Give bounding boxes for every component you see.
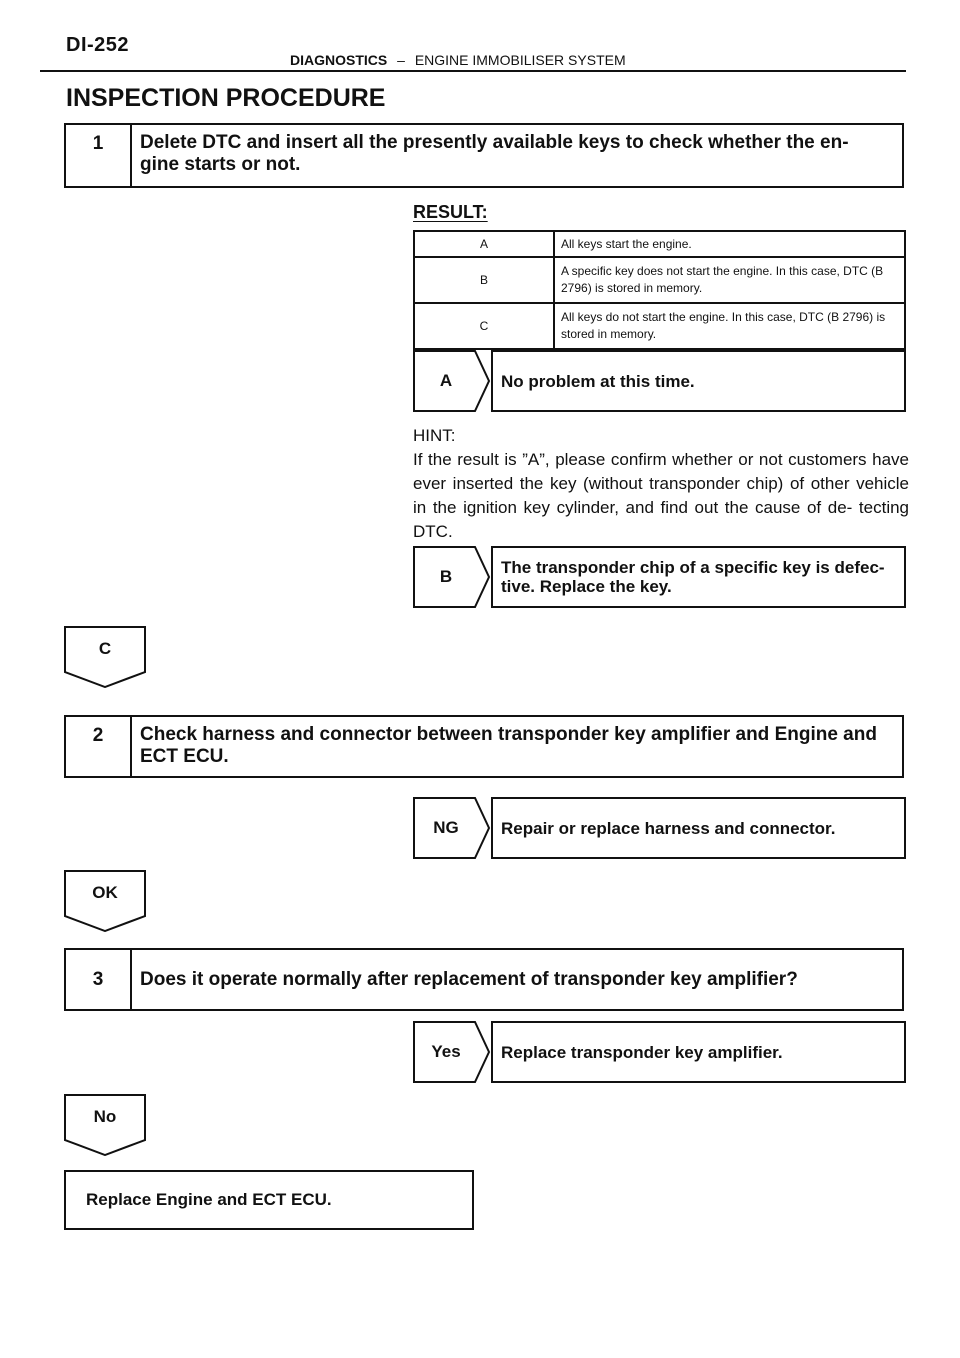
- step-text: Does it operate normally after replacement of transponder key amplifier?: [140, 968, 798, 990]
- hint-text: If the result is ”A”, please confirm whether or not customers have ever inserted the key (without transponder chip) of other vehicle in the ignition key cylinder, and find out the cause of de- tecting DTC.: [413, 450, 909, 541]
- result-key: B: [414, 257, 554, 303]
- hint-block: [413, 424, 909, 544]
- flow-tag-ok: [64, 870, 146, 932]
- flow-tag-label: OK: [92, 883, 118, 902]
- table-row: [414, 257, 905, 303]
- branch-result: Repair or replace harness and connector.: [491, 797, 906, 859]
- step-text: Delete DTC and insert all the presently available keys to check whether the en- gine starts or not.: [140, 132, 849, 175]
- step-number: 1: [66, 125, 132, 186]
- result-description: A specific key does not start the engine. In this case, DTC (B 2796) is stored in memory.: [554, 257, 905, 303]
- step-number: 2: [66, 717, 132, 776]
- result-key: C: [414, 303, 554, 349]
- table-row: [414, 303, 905, 349]
- branch-result: The transponder chip of a specific key is defec- tive. Replace the key.: [491, 546, 906, 608]
- result-table: [413, 230, 906, 350]
- flow-tag-no: [64, 1094, 146, 1156]
- header-rule: [40, 70, 906, 72]
- step-3-box: [64, 948, 904, 1011]
- hint-label: HINT:: [413, 426, 456, 445]
- section-name: DIAGNOSTICS: [290, 52, 388, 68]
- header-section: [290, 52, 626, 68]
- step-1-box: [64, 123, 904, 188]
- flow-tag-c: [64, 626, 146, 688]
- branch-result: Replace transponder key amplifier.: [491, 1021, 906, 1083]
- subsection-name: ENGINE IMMOBILISER SYSTEM: [414, 52, 626, 68]
- step-number: 3: [66, 950, 132, 1009]
- result-description: All keys start the engine.: [554, 231, 905, 257]
- branch-a: [413, 350, 906, 412]
- final-action-box: Replace Engine and ECT ECU.: [64, 1170, 474, 1230]
- flow-tag-label: C: [98, 639, 112, 658]
- branch-ng: [413, 797, 906, 859]
- table-row: [414, 231, 905, 257]
- branch-tag: B: [439, 567, 453, 586]
- result-description: All keys do not start the engine. In this case, DTC (B 2796) is stored in memory.: [554, 303, 905, 349]
- result-label: RESULT:: [413, 202, 488, 222]
- step-text: Check harness and connector between transponder key amplifier and Engine and ECT ECU.: [140, 724, 877, 767]
- branch-result: No problem at this time.: [491, 350, 906, 412]
- branch-tag: A: [439, 371, 453, 390]
- step-2-box: [64, 715, 904, 778]
- section-separator: –: [397, 52, 405, 68]
- branch-yes: [413, 1021, 906, 1083]
- result-key: A: [414, 231, 554, 257]
- branch-tag: NG: [433, 818, 459, 837]
- branch-b: [413, 546, 906, 608]
- page-id: DI-252: [66, 34, 130, 56]
- branch-tag: Yes: [431, 1042, 461, 1061]
- page-title: INSPECTION PROCEDURE: [66, 84, 386, 112]
- flow-tag-label: No: [93, 1107, 117, 1126]
